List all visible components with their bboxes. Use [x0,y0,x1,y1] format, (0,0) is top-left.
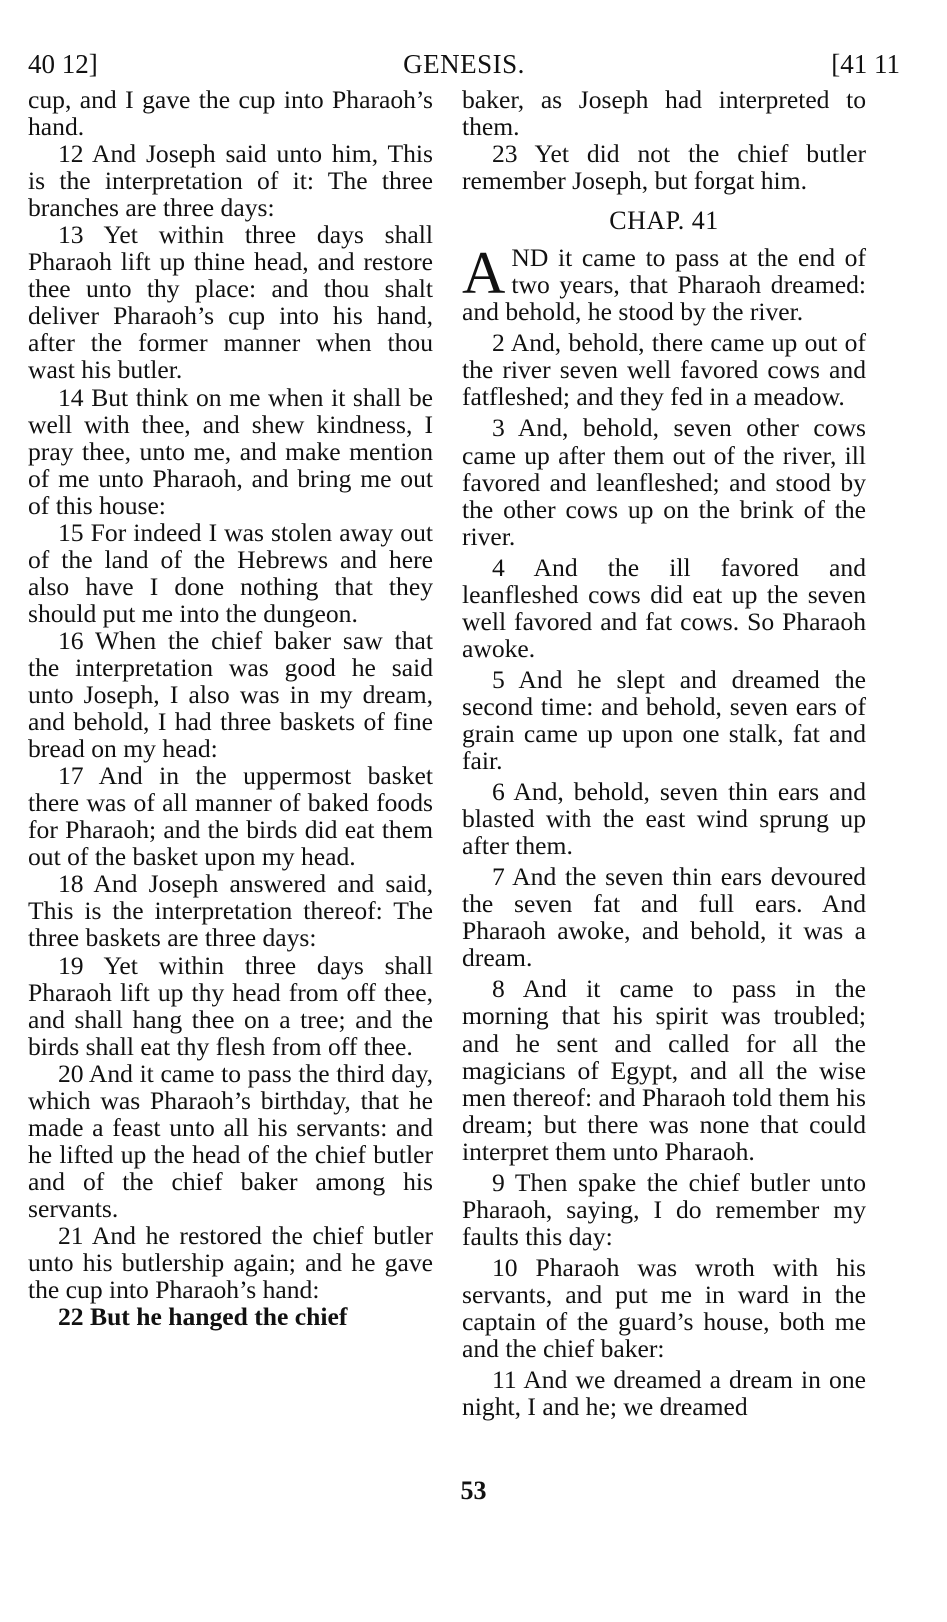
running-head [28,44,900,84]
verse-13: 13 Yet within three days shall Pharaoh lift up thine head, and restore thee unto thy place: and thou shalt deliver Pharaoh’s cup into his hand, after the former manner when thou wast his butler. [28,220,433,385]
chapter-heading: CHAP. 41 [609,206,719,236]
verse-21: 21 And he restored the chief butler unto his butlership again; and he gave the cup into Pharaoh’s hand: [28,1220,433,1305]
right-column [462,86,866,1420]
chapter-41-verse-7: 7 And the seven thin ears devoured the seven fat and full ears. And Pharaoh awoke, and behold, it was a dream. [462,862,866,973]
verse-1-text: ND it came to pass at the end of two years, that Pharaoh dreamed: and behold, he stood by the river. [462,243,866,327]
verse-22: 22 But he hanged the chief [58,1302,348,1332]
verse-16: 16 When the chief baker saw that the interpretation was good he said unto Joseph, I also was in my dream, and behold, I had three baskets of fine bread on my head: [28,625,433,764]
verse-12: 12 And Joseph said unto him, This is the interpretation of it: The three branches are three days: [28,139,433,223]
chapter-41-verse-9: 9 Then spake the chief butler unto Pharaoh, saying, I do remember my faults this day: [462,1167,866,1251]
chapter-41-verse-2: 2 And, behold, there came up out of the river seven well favored cows and fatfleshed; and they fed in a meadow. [462,328,866,412]
chapter-41-verse-8: 8 And it came to pass in the morning that his spirit was troubled; and he sent and called for all the magicians of Egypt, and all the wise men thereof: and Pharaoh told them his dream; but there was none that could interpret them unto Pharaoh. [462,974,866,1166]
verse-23: 23 Yet did not the chief butler remember Joseph, but forgat him. [462,139,866,196]
chapter-41-verse-3: 3 And, behold, seven other cows came up after them out of the river, ill favored and leanfleshed; and stood by the other cows up on the brink of the river. [462,413,866,551]
chapter-41-verse-6: 6 And, behold, seven thin ears and blasted with the east wind sprung up after them. [462,777,866,861]
verse-14: 14 But think on me when it shall be well with thee, and shew kindness, I pray thee, unto me, and make mention of me unto Pharaoh, and bring me out of this house: [28,382,433,520]
verse-17: 17 And in the uppermost basket there was of all manner of baked foods for Pharaoh; and the birds did eat them out of the basket upon my head. [28,761,433,872]
verse-19: 19 Yet within three days shall Pharaoh lift up thy head from off thee, and shall hang thee on a tree; and the birds shall eat thy flesh from off thee. [28,950,433,1061]
verse-18: 18 And Joseph answered and said, This is the interpretation thereof: The three baskets are three days: [28,869,433,953]
drop-cap: A [462,240,506,307]
left-column [28,86,433,1330]
chapter-41-verse-11: 11 And we dreamed a dream in one night, I and he; we dreamed [462,1365,866,1422]
chapter-41-verse-4: 4 And the ill favored and leanfleshed cows did eat up the seven well favored and fat cows. So Pharaoh awoke. [462,552,866,663]
header-verse-range-end: [41 11 [831,49,900,79]
verse-22-continuation: baker, as Joseph had interpreted to them. [462,85,866,142]
book-title: GENESIS. [403,49,525,79]
chapter-41-verse-10: 10 Pharaoh was wroth with his servants, and put me in ward in the captain of the guard’s house, both me and the chief baker: [462,1252,866,1364]
page-number: 53 [460,1476,487,1505]
header-verse-range-start: 40 12] [28,49,98,79]
verse-20: 20 And it came to pass the third day, which was Pharaoh’s birthday, that he made a feast unto all his servants: and he lifted up the head of the chief butler and of the chief baker among his servants. [28,1058,433,1223]
verse-continuation: cup, and I gave the cup into Pharaoh’s hand. [28,85,433,142]
chapter-41-verse-5: 5 And he slept and dreamed the second time: and behold, seven ears of grain came up upon one stalk, fat and fair. [462,664,866,776]
chapter-41-verse-1 [462,240,866,327]
verse-15: 15 For indeed I was stolen away out of the land of the Hebrews and here also have I done nothing that they should put me into the dungeon. [28,517,433,628]
